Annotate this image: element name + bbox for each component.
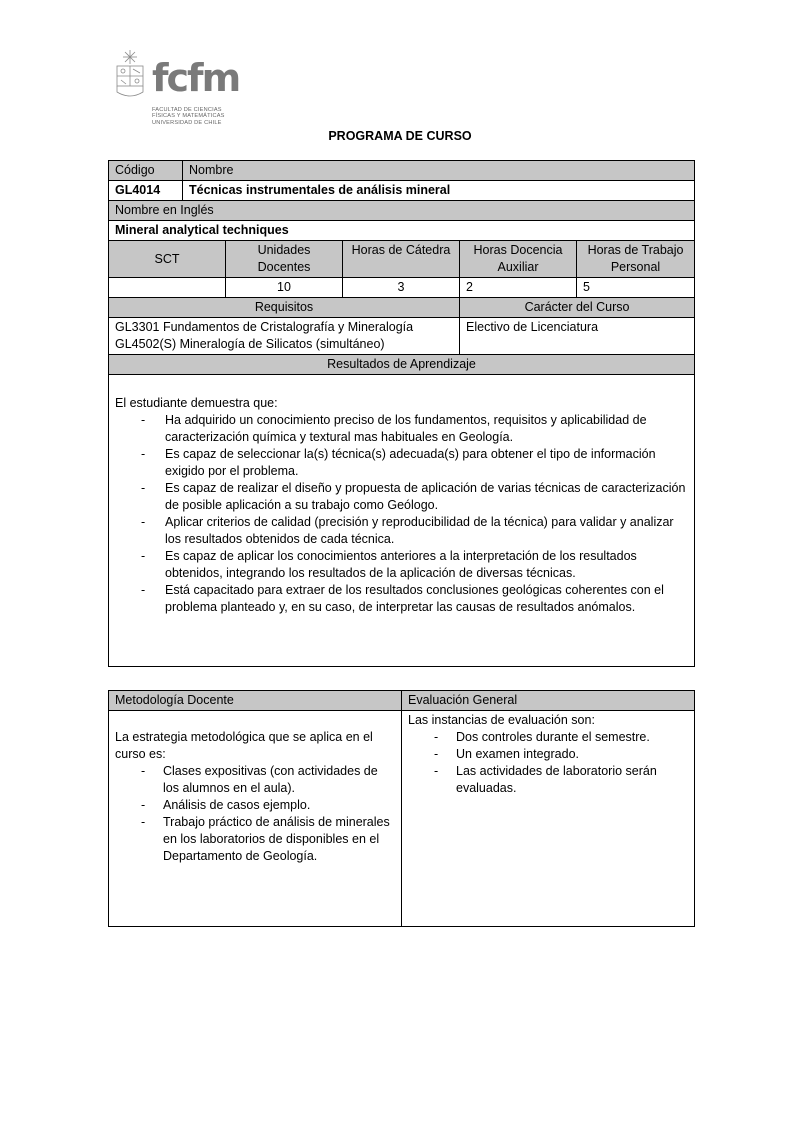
- method-eval-header-row: [109, 691, 695, 711]
- resultados-cell: [109, 375, 695, 667]
- requisitos-header-row: [109, 298, 695, 318]
- list-item: - Es capaz de aplicar los conocimientos anteriores a la interpretación de los resultados obtenidos, integrando los resultados de la aplicación de diversas técnicas.: [165, 548, 688, 582]
- horas-trabajo-personal-label: Horas de Trabajo Personal: [577, 241, 695, 278]
- horas-catedra-label: Horas de Cátedra: [343, 241, 460, 278]
- resultados-intro: El estudiante demuestra que:: [115, 396, 278, 410]
- list-item: - Dos controles durante el semestre.: [456, 729, 688, 746]
- resultados-list: [115, 412, 688, 616]
- sct-label: SCT: [109, 241, 226, 278]
- brand-wordmark: fcfm: [152, 56, 240, 100]
- english-name: Mineral analytical techniques: [109, 221, 695, 241]
- hours-header-row: [109, 241, 695, 278]
- horas-trabajo-personal-value: 5: [577, 278, 695, 298]
- sct-value: [109, 278, 226, 298]
- english-name-header-row: [109, 201, 695, 221]
- list-item: - Las actividades de laboratorio serán evaluadas.: [456, 763, 688, 797]
- metodologia-label: Metodología Docente: [109, 691, 402, 711]
- unidades-docentes-label: Unidades Docentes: [226, 241, 343, 278]
- requisito-item: GL3301 Fundamentos de Cristalografía y Mineralogía: [115, 320, 414, 334]
- list-item: - Es capaz de seleccionar la(s) técnica(s) adecuada(s) para obtener el tipo de información exigido por el problema.: [165, 446, 688, 480]
- hours-values-row: [109, 278, 695, 298]
- horas-catedra-value: 3: [343, 278, 460, 298]
- evaluacion-cell: [402, 711, 695, 927]
- caracter-label: Carácter del Curso: [460, 298, 695, 318]
- list-item: - Clases expositivas (con actividades de los alumnos en el aula).: [163, 763, 395, 797]
- fcfm-logo: [113, 48, 243, 130]
- university-seal-icon: [113, 48, 147, 100]
- horas-docencia-auxiliar-value: 2: [460, 278, 577, 298]
- course-name-row: [109, 181, 695, 201]
- caracter-value: Electivo de Licenciatura: [460, 318, 695, 355]
- requisitos-label: Requisitos: [109, 298, 460, 318]
- evaluacion-label: Evaluación General: [402, 691, 695, 711]
- english-name-row: [109, 221, 695, 241]
- codigo-label: Código: [109, 161, 183, 181]
- course-info-table: [108, 160, 695, 667]
- evaluacion-list: [408, 729, 688, 797]
- list-item: - Análisis de casos ejemplo.: [163, 797, 395, 814]
- list-item: - Un examen integrado.: [456, 746, 688, 763]
- document-title: PROGRAMA DE CURSO: [328, 129, 472, 143]
- method-eval-row: [109, 711, 695, 927]
- metodologia-intro: La estrategia metodológica que se aplica en el curso es:: [115, 730, 373, 761]
- methodology-evaluation-table: [108, 690, 695, 927]
- metodologia-cell: [109, 711, 402, 927]
- unidades-docentes-value: 10: [226, 278, 343, 298]
- course-code: GL4014: [109, 181, 183, 201]
- list-item: - Está capacitado para extraer de los resultados conclusiones geológicas coherentes con el problema planteado y, en su caso, de interpretar las causas de resultados anómalos.: [165, 582, 688, 616]
- list-item: - Aplicar criterios de calidad (precisión y reproducibilidad de la técnica) para validar y analizar los resultados obtenidos de cada técnica.: [165, 514, 688, 548]
- faculty-subtitle: FACULTAD DE CIENCIAS FÍSICAS Y MATEMÁTICAS UNIVERSIDAD DE CHILE: [152, 107, 225, 126]
- english-name-label: Nombre en Inglés: [109, 201, 695, 221]
- list-item: - Es capaz de realizar el diseño y propuesta de aplicación de varias técnicas de caracterización de posible aplicación a su trabajo como Geólogo.: [165, 480, 688, 514]
- course-name: Técnicas instrumentales de análisis mineral: [183, 181, 695, 201]
- resultados-label: Resultados de Aprendizaje: [109, 355, 695, 375]
- course-header-row: [109, 161, 695, 181]
- list-item: - Ha adquirido un conocimiento preciso de los fundamentos, requisitos y aplicabilidad de caracterización química y textural mas habituales en Geología.: [165, 412, 688, 446]
- requisitos-row: [109, 318, 695, 355]
- list-item: - Trabajo práctico de análisis de minerales en los laboratorios de disponibles en el Departamento de Geología.: [163, 814, 395, 865]
- resultados-row: [109, 375, 695, 667]
- requisito-item: GL4502(S) Mineralogía de Silicatos (simultáneo): [115, 337, 385, 351]
- horas-docencia-auxiliar-label: Horas Docencia Auxiliar: [460, 241, 577, 278]
- evaluacion-intro: Las instancias de evaluación son:: [408, 713, 595, 727]
- metodologia-list: [115, 763, 395, 865]
- resultados-header-row: [109, 355, 695, 375]
- nombre-label: Nombre: [183, 161, 695, 181]
- requisitos-cell: [109, 318, 460, 355]
